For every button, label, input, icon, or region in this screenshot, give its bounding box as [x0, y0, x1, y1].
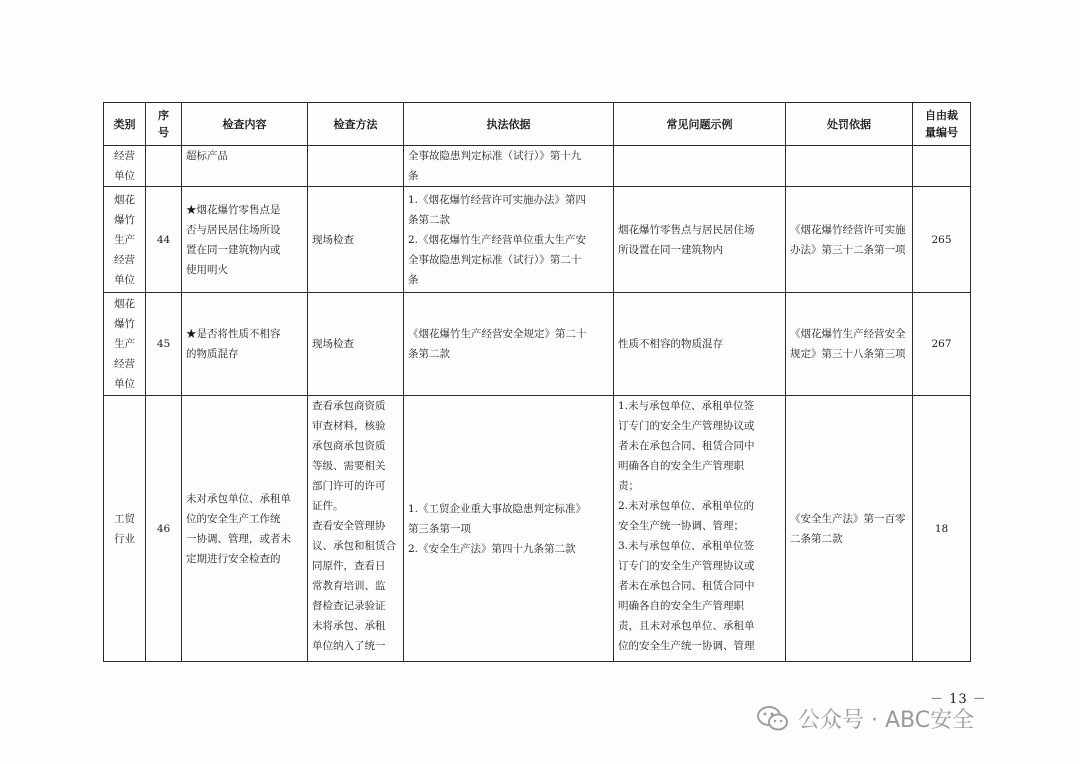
- cell-index: [146, 146, 182, 187]
- cell-index: 44: [146, 187, 182, 293]
- cell-code: 18: [913, 396, 971, 662]
- cell-issues: [614, 146, 786, 187]
- cell-method: [308, 146, 404, 187]
- cell-category: 烟花 爆竹 生产 经营 单位: [104, 187, 146, 293]
- watermark: [756, 703, 974, 734]
- cell-issues: 烟花爆竹零售点与居民居住场 所设置在同一建筑物内: [614, 187, 786, 293]
- header-basis: 执法依据: [404, 103, 614, 146]
- wechat-icon: [756, 704, 790, 734]
- cell-content: 未对承包单位、承租单 位的安全生产工作统 一协调、管理，或者未 定期进行安全检查的: [182, 396, 308, 662]
- cell-category: 经营 单位: [104, 146, 146, 187]
- cell-method: 现场检查: [308, 187, 404, 293]
- cell-index: 45: [146, 293, 182, 396]
- header-code: 自由裁 量编号: [913, 103, 971, 146]
- header-row: [104, 103, 971, 146]
- table-row: [104, 187, 971, 293]
- table-row: [104, 293, 971, 396]
- page-number: － 13 －: [930, 692, 987, 707]
- cell-penalty: [786, 146, 913, 187]
- table-row: [104, 146, 971, 187]
- cell-category: 工贸 行业: [104, 396, 146, 662]
- header-method: 检查方法: [308, 103, 404, 146]
- cell-method: 查看承包商资质 审查材料，核验 承包商承包资质 等级、需要相关 部门许可的许可 证件。 查看安全管理协 议、承包和租赁合 同原件，查看日 常教育培训、监 督检查记录验证 未将承包、承租 单位纳入了统一: [308, 396, 404, 662]
- watermark-text: 公众号 · ABC安全: [798, 708, 975, 733]
- header-penalty: 处罚依据: [786, 103, 913, 146]
- cell-content: 超标产品: [182, 146, 308, 187]
- header-issues: 常见问题示例: [614, 103, 786, 146]
- header-content: 检查内容: [182, 103, 308, 146]
- table-row: [104, 396, 971, 662]
- cell-penalty: 《烟花爆竹经营许可实施 办法》第三十二条第一项: [786, 187, 913, 293]
- cell-issues: 性质不相容的物质混存: [614, 293, 786, 396]
- inspection-table: [103, 102, 971, 662]
- header-category: 类别: [104, 103, 146, 146]
- cell-method: 现场检查: [308, 293, 404, 396]
- cell-content: ★是否将性质不相容 的物质混存: [182, 293, 308, 396]
- cell-basis: 全事故隐患判定标准（试行）》第十九 条: [404, 146, 614, 187]
- cell-content: ★烟花爆竹零售点是 否与居民居住场所设 置在同一建筑物内或 使用明火: [182, 187, 308, 293]
- cell-code: [913, 146, 971, 187]
- header-index: 序 号: [146, 103, 182, 146]
- cell-basis: 1.《工贸企业重大事故隐患判定标准》 第三条第一项 2.《安全生产法》第四十九条第二款: [404, 396, 614, 662]
- cell-penalty: 《烟花爆竹生产经营安全 规定》第三十八条第三项: [786, 293, 913, 396]
- cell-basis: 《烟花爆竹生产经营安全规定》第二十 条第二款: [404, 293, 614, 396]
- cell-code: 265: [913, 187, 971, 293]
- cell-penalty: 《安全生产法》第一百零 二条第二款: [786, 396, 913, 662]
- cell-issues: 1.未与承包单位、承租单位签 订专门的安全生产管理协议或 者未在承包合同、租赁合同中 明确各自的安全生产管理职 责； 2.未对承包单位、承租单位的 安全生产统一协调、管理； 3.未与承包单位、承租单位签 订专门的安全生产管理协议或 者未在承包合同、租赁合同中 明确各自的安全生产管理职 责，且未对承包单位、承租单 位的安全生产统一协调、管理: [614, 396, 786, 662]
- cell-code: 267: [913, 293, 971, 396]
- cell-category: 烟花 爆竹 生产 经营 单位: [104, 293, 146, 396]
- cell-basis: 1.《烟花爆竹经营许可实施办法》第四 条第二款 2.《烟花爆竹生产经营单位重大生产安 全事故隐患判定标准（试行）》第二十 条: [404, 187, 614, 293]
- cell-index: 46: [146, 396, 182, 662]
